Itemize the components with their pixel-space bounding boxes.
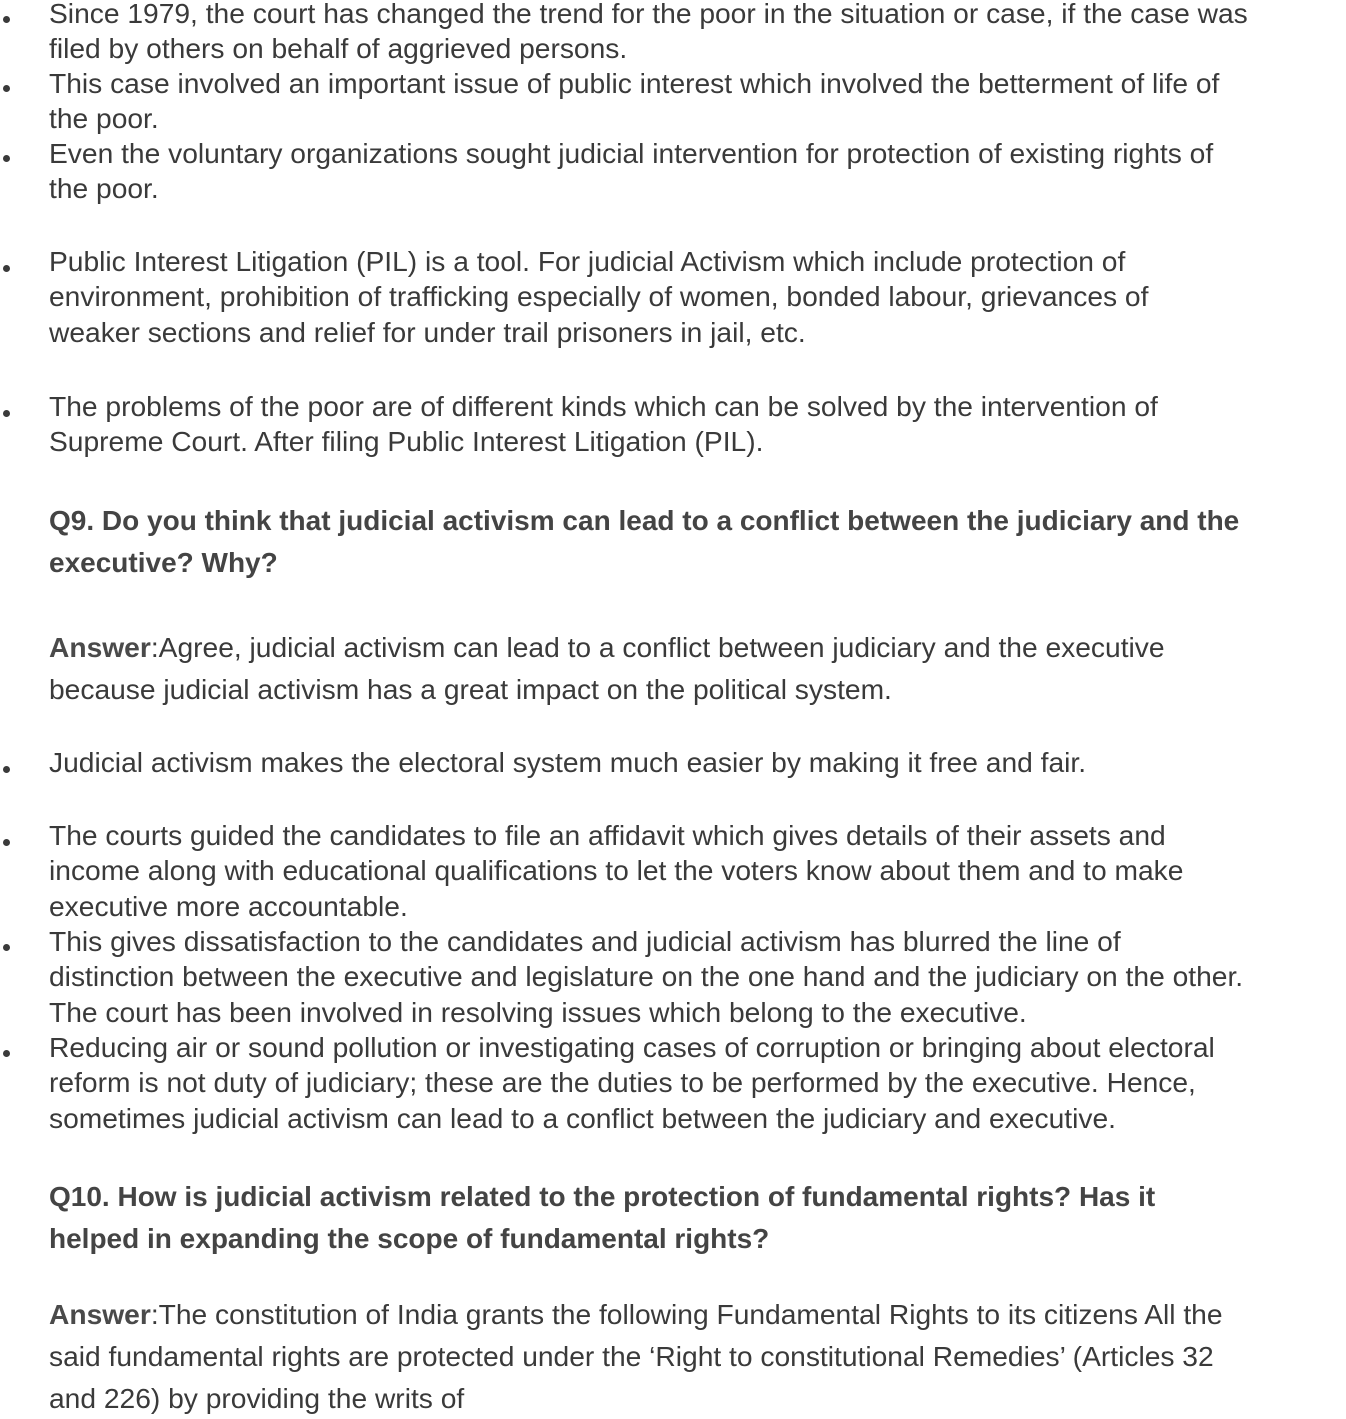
bullet-icon	[3, 85, 10, 92]
bullet-icon	[3, 944, 10, 951]
bullet-icon	[3, 839, 10, 846]
bullet-text: The courts guided the candidates to file an affidavit which gives details of their assets and income along with educational qualifications to let the voters know about them and to make executive more accountable.	[49, 819, 1184, 922]
bullet-icon	[3, 16, 10, 23]
question-heading: Q10. How is judicial activism related to the protection of fundamental rights? Has it helped in expanding the scope of fundamental rights?	[49, 1181, 1156, 1254]
bullet-text: This case involved an important issue of public interest which involved the betterment of life of the poor.	[49, 67, 1220, 135]
bullet-icon	[3, 155, 10, 162]
bullet-text: The problems of the poor are of different kinds which can be solved by the intervention of Supreme Court. After filing Public Interest Litigation (PIL).	[49, 390, 1158, 458]
bullet-text: Since 1979, the court has changed the trend for the poor in the situation or case, if the case was filed by others on behalf of aggrieved persons.	[49, 0, 1248, 65]
answer-label: Answer	[49, 631, 151, 663]
answer-label: Answer	[49, 1298, 151, 1330]
bullet-icon	[3, 766, 10, 773]
bullet-text: Even the voluntary organizations sought judicial intervention for protection of existing rights of the poor.	[49, 137, 1214, 205]
answer-paragraph: Answer:Agree, judicial activism can lead to a conflict between judiciary and the executive because judicial activism has a great impact on the political system.	[49, 631, 1165, 705]
question-heading: Q9. Do you think that judicial activism can lead to a conflict between the judiciary and the executive? Why?	[49, 505, 1240, 578]
bullet-icon	[3, 1050, 10, 1057]
bullet-icon	[3, 265, 10, 272]
answer-paragraph: Answer:The constitution of India grants the following Fundamental Rights to its citizens All the said fundamental rights are protected under the ‘Right to constitutional Remedies’ (Articles 32 and 226) by providing the writs of	[49, 1298, 1223, 1414]
bullet-text: Reducing air or sound pollution or investigating cases of corruption or bringing about electoral reform is not duty of judiciary; these are the duties to be performed by the executive. Hence, sometimes judicial activism can lead to a conflict between the judiciary and executive.	[49, 1031, 1215, 1134]
bullet-text: This gives dissatisfaction to the candidates and judicial activism has blurred the line of distinction between the executive and legislature on the one hand and the judiciary on the other. The court has been involved in resolving issues which belong to the executive.	[49, 925, 1244, 1028]
bullet-text: Judicial activism makes the electoral system much easier by making it free and fair.	[49, 746, 1087, 778]
bullet-icon	[3, 410, 10, 417]
bullet-text: Public Interest Litigation (PIL) is a tool. For judicial Activism which include protection of environment, prohibition of trafficking especially of women, bonded labour, grievances of weaker sections and relief for under trail prisoners in jail, etc.	[49, 245, 1149, 348]
